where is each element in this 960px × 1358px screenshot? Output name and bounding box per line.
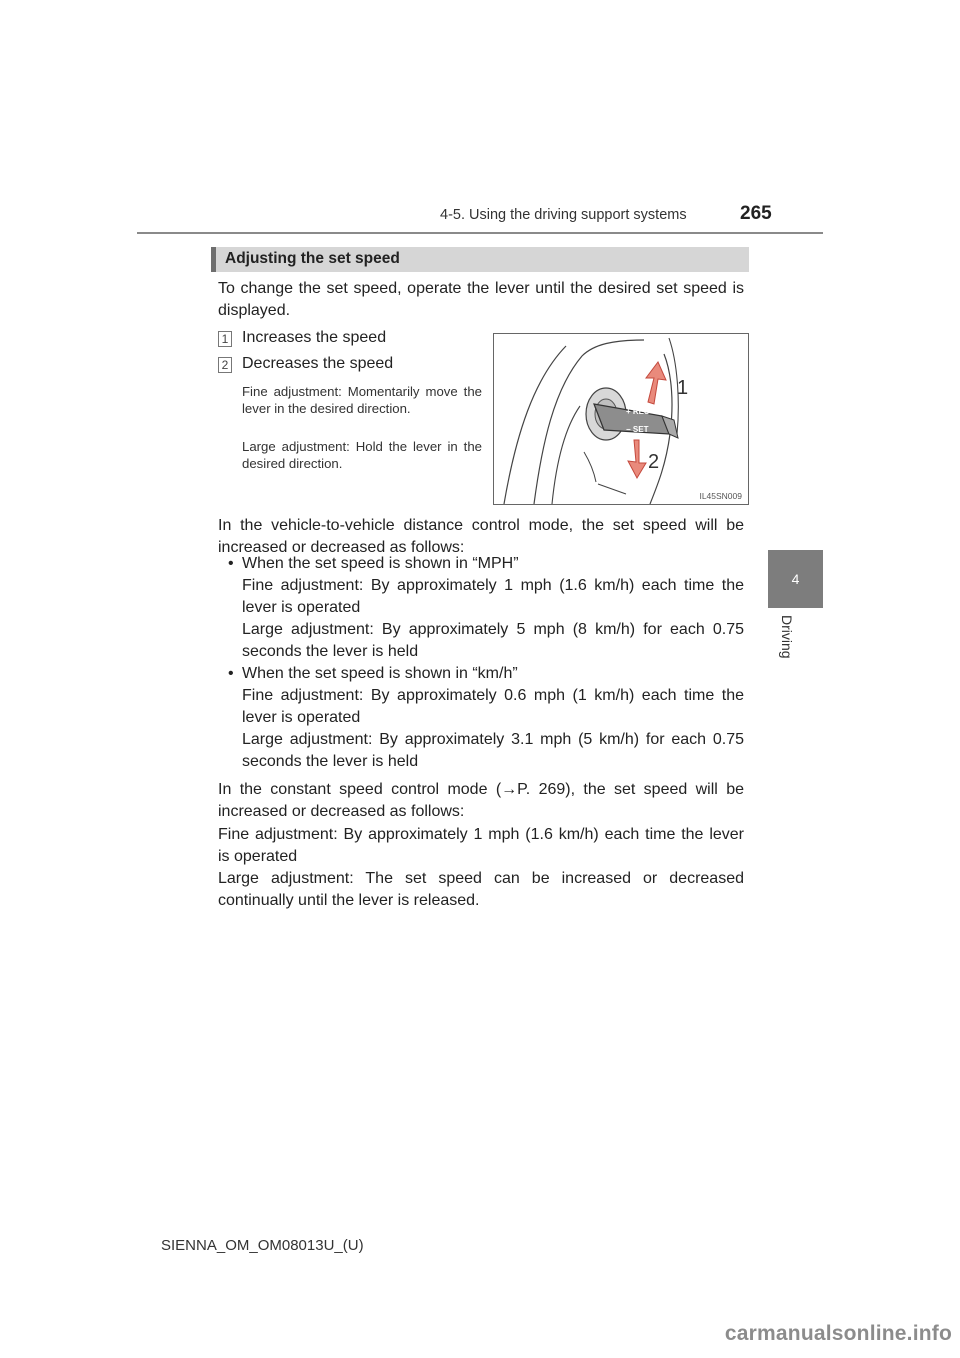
constant-mode-intro: In the constant speed control mode (→P. 269), the set speed will be increased or decreased as follows: [218, 781, 744, 820]
kmh-large-adjustment: Large adjustment: By approximately 3.1 mph (5 km/h) for each 0.75 seconds the lever is held [242, 731, 744, 770]
callout-1: 1 [677, 377, 689, 399]
intro-paragraph: To change the set speed, operate the lever until the desired set speed is displayed. [218, 280, 744, 319]
arrow-down-icon [628, 440, 646, 478]
header-divider [137, 232, 823, 234]
figure-code: IL45SN009 [699, 491, 742, 501]
watermark: carmanualsonline.info [724, 1322, 952, 1345]
bullet-mph-text: When the set speed is shown in “MPH” [242, 555, 519, 572]
bullet-dot-icon: • [228, 555, 234, 572]
vehicle-mode-intro: In the vehicle-to-vehicle distance control mode, the set speed will be increased or decreased as follows: [218, 517, 744, 556]
item-increase-speed: Increases the speed [242, 329, 387, 346]
mph-large-adjustment: Large adjustment: By approximately 5 mph (8 km/h) for each 0.75 seconds the lever is held [242, 621, 744, 660]
item-number-badge: 2 [218, 357, 232, 373]
section-heading-text: Adjusting the set speed [225, 250, 400, 267]
bullet-dot-icon: • [228, 665, 234, 682]
note-large-adjustment: Large adjustment: Hold the lever in the desired direction. [242, 439, 482, 471]
item-number-badge: 1 [218, 331, 232, 347]
lever-illustration [493, 333, 749, 505]
constant-large-adjustment: Large adjustment: The set speed can be increased or decreased continually until the lever is released. [218, 870, 744, 909]
callout-2: 2 [648, 451, 660, 473]
section-heading [211, 247, 749, 272]
constant-fine-adjustment: Fine adjustment: By approximately 1 mph (1.6 km/h) each time the lever is operated [218, 826, 744, 865]
note-fine-adjustment: Fine adjustment: Momentarily move the lever in the desired direction. [242, 384, 482, 416]
arrow-up-icon [646, 362, 666, 404]
mph-fine-adjustment: Fine adjustment: By approximately 1 mph (1.6 km/h) each time the lever is operated [242, 577, 744, 616]
page-number: 265 [740, 203, 772, 224]
lever-set-label: − SET [626, 425, 649, 434]
chapter-tab: 4 [768, 550, 823, 608]
chapter-label [768, 615, 823, 675]
chapter-label-text: Driving [779, 615, 795, 659]
lever-drawing [494, 334, 748, 504]
bullet-kmh-text: When the set speed is shown in “km/h” [242, 665, 518, 682]
bullet-mph [218, 553, 744, 575]
section-title: 4-5. Using the driving support systems [440, 207, 687, 223]
lever-res-label: + RES [626, 407, 650, 416]
kmh-fine-adjustment: Fine adjustment: By approximately 0.6 mph (1 km/h) each time the lever is operated [242, 687, 744, 726]
bullet-kmh [218, 663, 744, 685]
item-decrease-speed: Decreases the speed [242, 355, 394, 372]
document-footer: SIENNA_OM_OM08013U_(U) [161, 1237, 364, 1254]
